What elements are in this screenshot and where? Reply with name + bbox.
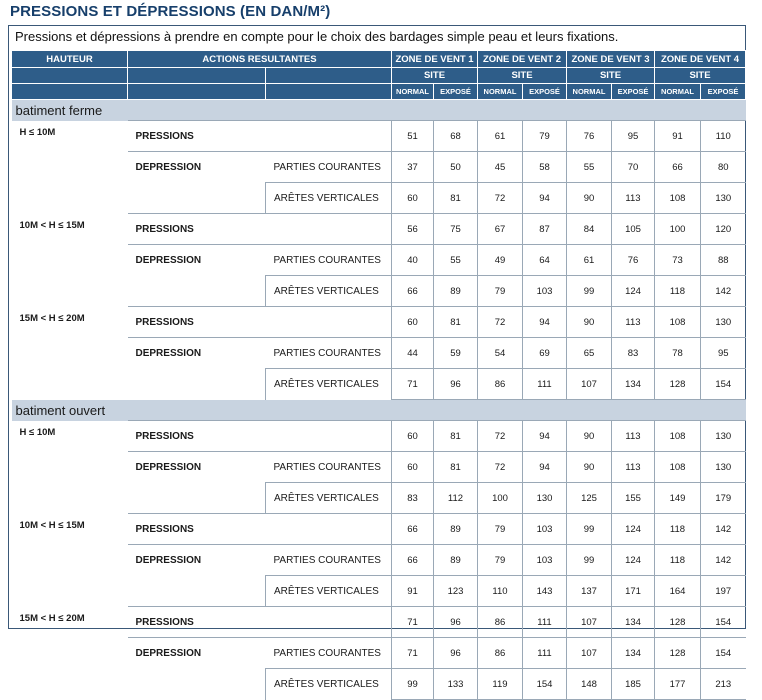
section-row bbox=[12, 400, 746, 421]
value-cell: 185 bbox=[612, 669, 655, 700]
value-cell: 96 bbox=[434, 369, 478, 400]
value-cell: 108 bbox=[655, 183, 701, 214]
header-blank bbox=[266, 68, 392, 84]
value-cell: 72 bbox=[478, 307, 523, 338]
value-cell: 142 bbox=[701, 545, 746, 576]
row-part: PARTIES COURANTES bbox=[266, 545, 392, 576]
table-row bbox=[12, 338, 746, 369]
value-cell: 123 bbox=[434, 576, 478, 607]
value-cell: 66 bbox=[655, 152, 701, 183]
value-cell: 128 bbox=[655, 369, 701, 400]
section-title: batiment ferme bbox=[12, 100, 746, 121]
value-cell: 130 bbox=[701, 452, 746, 483]
value-cell: 51 bbox=[392, 121, 434, 152]
value-cell: 128 bbox=[655, 607, 701, 638]
table-row bbox=[12, 483, 746, 514]
table-row bbox=[12, 576, 746, 607]
row-action: PRESSIONS bbox=[128, 307, 266, 338]
value-cell: 90 bbox=[567, 421, 612, 452]
value-cell: 94 bbox=[523, 307, 567, 338]
value-cell: 124 bbox=[612, 545, 655, 576]
row-part bbox=[266, 514, 392, 545]
value-cell: 45 bbox=[478, 152, 523, 183]
value-cell: 125 bbox=[567, 483, 612, 514]
value-cell: 105 bbox=[612, 214, 655, 245]
value-cell: 164 bbox=[655, 576, 701, 607]
value-cell: 179 bbox=[701, 483, 746, 514]
row-part: ARÊTES VERTICALES bbox=[266, 576, 392, 607]
row-action: DEPRESSION bbox=[128, 452, 266, 483]
value-cell: 197 bbox=[701, 576, 746, 607]
value-cell: 59 bbox=[434, 338, 478, 369]
value-cell: 134 bbox=[612, 369, 655, 400]
table-row bbox=[12, 421, 746, 452]
value-cell: 79 bbox=[523, 121, 567, 152]
value-cell: 94 bbox=[523, 183, 567, 214]
pressure-table bbox=[11, 50, 746, 700]
value-cell: 44 bbox=[392, 338, 434, 369]
value-cell: 108 bbox=[655, 421, 701, 452]
row-hauteur bbox=[12, 152, 128, 183]
value-cell: 66 bbox=[392, 545, 434, 576]
section-title: batiment ouvert bbox=[12, 400, 746, 421]
value-cell: 113 bbox=[612, 307, 655, 338]
row-part: ARÊTES VERTICALES bbox=[266, 483, 392, 514]
value-cell: 61 bbox=[478, 121, 523, 152]
table-row bbox=[12, 669, 746, 700]
page-title: PRESSIONS ET DÉPRESSIONS (EN DAN/M²) bbox=[10, 3, 331, 20]
value-cell: 171 bbox=[612, 576, 655, 607]
value-cell: 86 bbox=[478, 607, 523, 638]
value-cell: 37 bbox=[392, 152, 434, 183]
value-cell: 71 bbox=[392, 638, 434, 669]
value-cell: 94 bbox=[523, 452, 567, 483]
value-cell: 119 bbox=[478, 669, 523, 700]
row-action: PRESSIONS bbox=[128, 121, 266, 152]
value-cell: 60 bbox=[392, 452, 434, 483]
value-cell: 130 bbox=[701, 307, 746, 338]
value-cell: 111 bbox=[523, 369, 567, 400]
value-cell: 95 bbox=[612, 121, 655, 152]
value-cell: 86 bbox=[478, 369, 523, 400]
row-part: ARÊTES VERTICALES bbox=[266, 369, 392, 400]
table-caption: Pressions et dépressions à prendre en compte pour le choix des bardages simple peau et leurs fixations. bbox=[15, 29, 619, 44]
row-part: ARÊTES VERTICALES bbox=[266, 276, 392, 307]
value-cell: 111 bbox=[523, 638, 567, 669]
value-cell: 99 bbox=[567, 545, 612, 576]
table-row bbox=[12, 276, 746, 307]
value-cell: 149 bbox=[655, 483, 701, 514]
value-cell: 120 bbox=[701, 214, 746, 245]
table-row bbox=[12, 545, 746, 576]
value-cell: 154 bbox=[701, 638, 746, 669]
row-action bbox=[128, 483, 266, 514]
value-cell: 72 bbox=[478, 452, 523, 483]
value-cell: 148 bbox=[567, 669, 612, 700]
row-action: DEPRESSION bbox=[128, 638, 266, 669]
header-actions: ACTIONS RESULTANTES bbox=[128, 51, 392, 68]
row-hauteur: H ≤ 10M bbox=[19, 426, 56, 438]
value-cell: 72 bbox=[478, 183, 523, 214]
value-cell: 107 bbox=[567, 369, 612, 400]
value-cell: 124 bbox=[612, 514, 655, 545]
value-cell: 108 bbox=[655, 452, 701, 483]
header-hauteur: HAUTEUR bbox=[12, 51, 128, 68]
value-cell: 137 bbox=[567, 576, 612, 607]
row-part bbox=[266, 121, 392, 152]
value-cell: 100 bbox=[655, 214, 701, 245]
value-cell: 67 bbox=[478, 214, 523, 245]
value-cell: 154 bbox=[701, 607, 746, 638]
table-row bbox=[12, 607, 746, 638]
table-frame bbox=[8, 25, 746, 690]
value-cell: 79 bbox=[478, 545, 523, 576]
value-cell: 154 bbox=[701, 369, 746, 400]
value-cell: 155 bbox=[612, 483, 655, 514]
header-normal: NORMAL bbox=[392, 84, 434, 100]
table-row bbox=[12, 638, 746, 669]
value-cell: 81 bbox=[434, 183, 478, 214]
row-part bbox=[266, 214, 392, 245]
value-cell: 66 bbox=[392, 514, 434, 545]
value-cell: 83 bbox=[392, 483, 434, 514]
value-cell: 90 bbox=[567, 307, 612, 338]
row-part: ARÊTES VERTICALES bbox=[266, 183, 392, 214]
header-expose: EXPOSÉ bbox=[523, 84, 567, 100]
value-cell: 87 bbox=[523, 214, 567, 245]
value-cell: 64 bbox=[523, 245, 567, 276]
value-cell: 111 bbox=[523, 607, 567, 638]
value-cell: 81 bbox=[434, 452, 478, 483]
value-cell: 142 bbox=[701, 276, 746, 307]
row-action: PRESSIONS bbox=[128, 607, 266, 638]
row-part: PARTIES COURANTES bbox=[266, 245, 392, 276]
value-cell: 113 bbox=[612, 452, 655, 483]
value-cell: 128 bbox=[655, 638, 701, 669]
value-cell: 142 bbox=[701, 514, 746, 545]
value-cell: 130 bbox=[523, 483, 567, 514]
value-cell: 90 bbox=[567, 452, 612, 483]
table-row bbox=[12, 369, 746, 400]
value-cell: 84 bbox=[567, 214, 612, 245]
row-action bbox=[128, 369, 266, 400]
row-hauteur bbox=[12, 276, 128, 307]
value-cell: 83 bbox=[612, 338, 655, 369]
value-cell: 56 bbox=[392, 214, 434, 245]
value-cell: 100 bbox=[478, 483, 523, 514]
value-cell: 113 bbox=[612, 421, 655, 452]
value-cell: 60 bbox=[392, 183, 434, 214]
value-cell: 65 bbox=[567, 338, 612, 369]
value-cell: 89 bbox=[434, 545, 478, 576]
value-cell: 72 bbox=[478, 421, 523, 452]
value-cell: 50 bbox=[434, 152, 478, 183]
row-action: DEPRESSION bbox=[128, 338, 266, 369]
header-site: SITE bbox=[655, 68, 746, 84]
value-cell: 49 bbox=[478, 245, 523, 276]
value-cell: 154 bbox=[523, 669, 567, 700]
value-cell: 91 bbox=[392, 576, 434, 607]
header-site: SITE bbox=[478, 68, 567, 84]
value-cell: 124 bbox=[612, 276, 655, 307]
value-cell: 118 bbox=[655, 276, 701, 307]
table-row bbox=[12, 121, 746, 152]
header-blank bbox=[266, 84, 392, 100]
header-normal: NORMAL bbox=[478, 84, 523, 100]
value-cell: 213 bbox=[701, 669, 746, 700]
value-cell: 94 bbox=[523, 421, 567, 452]
row-action: PRESSIONS bbox=[128, 421, 266, 452]
row-action: DEPRESSION bbox=[128, 152, 266, 183]
row-action bbox=[128, 576, 266, 607]
value-cell: 66 bbox=[392, 276, 434, 307]
row-part: ARÊTES VERTICALES bbox=[266, 669, 392, 700]
header-zone-1: ZONE DE VENT 1 bbox=[392, 51, 478, 68]
value-cell: 134 bbox=[612, 607, 655, 638]
value-cell: 58 bbox=[523, 152, 567, 183]
value-cell: 79 bbox=[478, 276, 523, 307]
table-row bbox=[12, 307, 746, 338]
row-hauteur bbox=[12, 545, 128, 576]
value-cell: 107 bbox=[567, 607, 612, 638]
table-row bbox=[12, 514, 746, 545]
value-cell: 90 bbox=[567, 183, 612, 214]
row-hauteur bbox=[12, 183, 128, 214]
value-cell: 75 bbox=[434, 214, 478, 245]
value-cell: 91 bbox=[655, 121, 701, 152]
value-cell: 76 bbox=[567, 121, 612, 152]
row-hauteur: 15M < H ≤ 20M bbox=[19, 312, 85, 324]
header-blank bbox=[128, 68, 266, 84]
value-cell: 89 bbox=[434, 276, 478, 307]
value-cell: 70 bbox=[612, 152, 655, 183]
row-hauteur bbox=[12, 638, 128, 669]
value-cell: 81 bbox=[434, 421, 478, 452]
value-cell: 60 bbox=[392, 307, 434, 338]
header-normal: NORMAL bbox=[567, 84, 612, 100]
value-cell: 71 bbox=[392, 369, 434, 400]
value-cell: 40 bbox=[392, 245, 434, 276]
table-row bbox=[12, 245, 746, 276]
header-blank bbox=[128, 84, 266, 100]
row-part: PARTIES COURANTES bbox=[266, 638, 392, 669]
row-action: DEPRESSION bbox=[128, 245, 266, 276]
value-cell: 110 bbox=[478, 576, 523, 607]
value-cell: 71 bbox=[392, 607, 434, 638]
header-expose: EXPOSÉ bbox=[701, 84, 746, 100]
value-cell: 108 bbox=[655, 307, 701, 338]
value-cell: 55 bbox=[434, 245, 478, 276]
value-cell: 130 bbox=[701, 183, 746, 214]
value-cell: 118 bbox=[655, 514, 701, 545]
value-cell: 69 bbox=[523, 338, 567, 369]
header-zone-2: ZONE DE VENT 2 bbox=[478, 51, 567, 68]
value-cell: 110 bbox=[701, 121, 746, 152]
table-row bbox=[12, 214, 746, 245]
row-action: PRESSIONS bbox=[128, 214, 266, 245]
header-blank bbox=[12, 84, 128, 100]
value-cell: 118 bbox=[655, 545, 701, 576]
header-site: SITE bbox=[567, 68, 655, 84]
row-part: PARTIES COURANTES bbox=[266, 152, 392, 183]
value-cell: 68 bbox=[434, 121, 478, 152]
header-expose: EXPOSÉ bbox=[434, 84, 478, 100]
table-row bbox=[12, 452, 746, 483]
section-row bbox=[12, 100, 746, 121]
value-cell: 107 bbox=[567, 638, 612, 669]
value-cell: 177 bbox=[655, 669, 701, 700]
row-part bbox=[266, 607, 392, 638]
header-site: SITE bbox=[392, 68, 478, 84]
value-cell: 61 bbox=[567, 245, 612, 276]
value-cell: 86 bbox=[478, 638, 523, 669]
header-expose: EXPOSÉ bbox=[612, 84, 655, 100]
row-hauteur: 10M < H ≤ 15M bbox=[19, 519, 85, 531]
row-part: PARTIES COURANTES bbox=[266, 338, 392, 369]
row-hauteur: 15M < H ≤ 20M bbox=[19, 612, 85, 624]
table-row bbox=[12, 183, 746, 214]
value-cell: 96 bbox=[434, 607, 478, 638]
row-hauteur: 10M < H ≤ 15M bbox=[19, 219, 85, 231]
value-cell: 96 bbox=[434, 638, 478, 669]
row-part bbox=[266, 307, 392, 338]
value-cell: 60 bbox=[392, 421, 434, 452]
value-cell: 103 bbox=[523, 514, 567, 545]
row-action bbox=[128, 669, 266, 700]
value-cell: 113 bbox=[612, 183, 655, 214]
value-cell: 78 bbox=[655, 338, 701, 369]
value-cell: 143 bbox=[523, 576, 567, 607]
value-cell: 95 bbox=[701, 338, 746, 369]
value-cell: 99 bbox=[567, 276, 612, 307]
value-cell: 103 bbox=[523, 276, 567, 307]
row-action bbox=[128, 183, 266, 214]
row-action: PRESSIONS bbox=[128, 514, 266, 545]
header-zone-4: ZONE DE VENT 4 bbox=[655, 51, 746, 68]
value-cell: 112 bbox=[434, 483, 478, 514]
value-cell: 79 bbox=[478, 514, 523, 545]
value-cell: 134 bbox=[612, 638, 655, 669]
value-cell: 133 bbox=[434, 669, 478, 700]
value-cell: 130 bbox=[701, 421, 746, 452]
value-cell: 81 bbox=[434, 307, 478, 338]
value-cell: 54 bbox=[478, 338, 523, 369]
row-action bbox=[128, 276, 266, 307]
header-normal: NORMAL bbox=[655, 84, 701, 100]
row-hauteur bbox=[12, 369, 128, 400]
value-cell: 73 bbox=[655, 245, 701, 276]
row-part bbox=[266, 421, 392, 452]
row-hauteur: H ≤ 10M bbox=[19, 126, 56, 138]
row-hauteur bbox=[12, 452, 128, 483]
value-cell: 80 bbox=[701, 152, 746, 183]
value-cell: 103 bbox=[523, 545, 567, 576]
value-cell: 55 bbox=[567, 152, 612, 183]
table-row bbox=[12, 152, 746, 183]
header-blank bbox=[12, 68, 128, 84]
row-action: DEPRESSION bbox=[128, 545, 266, 576]
value-cell: 89 bbox=[434, 514, 478, 545]
row-hauteur bbox=[12, 245, 128, 276]
value-cell: 99 bbox=[392, 669, 434, 700]
row-hauteur bbox=[12, 576, 128, 607]
row-hauteur bbox=[12, 338, 128, 369]
value-cell: 76 bbox=[612, 245, 655, 276]
value-cell: 88 bbox=[701, 245, 746, 276]
row-part: PARTIES COURANTES bbox=[266, 452, 392, 483]
value-cell: 99 bbox=[567, 514, 612, 545]
header-zone-3: ZONE DE VENT 3 bbox=[567, 51, 655, 68]
row-hauteur bbox=[12, 669, 128, 700]
row-hauteur bbox=[12, 483, 128, 514]
